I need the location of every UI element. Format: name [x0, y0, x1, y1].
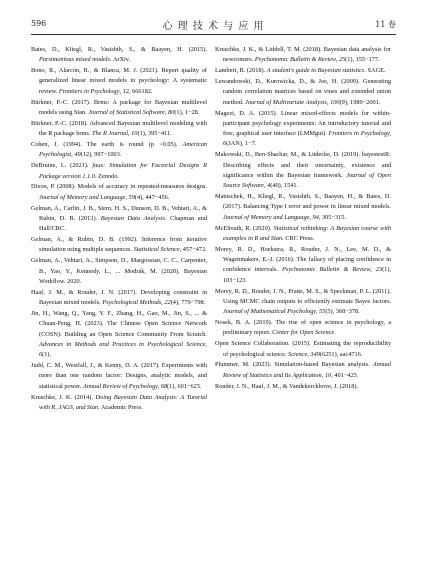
reference-entry	[215, 192, 391, 223]
reference-details: (1), 155−177.	[345, 56, 380, 64]
reference-source: Statistical Science	[133, 246, 180, 254]
reference-source: Psychological Methods, 22	[102, 299, 171, 307]
reference-entry	[215, 224, 391, 245]
reference-text: DeBruine, L. (2021).	[31, 162, 93, 170]
reference-text: Bürkner, P.-C. (2018). Advanced Bayesian multilevel modeling with the R package brms.	[31, 119, 207, 138]
reference-details: (4), 447−456.	[134, 193, 170, 201]
reference-source: The R Journal, 10	[91, 130, 138, 138]
reference-source: Annual Review of Psychology, 68	[82, 382, 168, 390]
reference-entry	[215, 382, 391, 392]
reference-text: McElreath, R. (2020).	[215, 224, 274, 232]
reference-details: . SAGE.	[364, 67, 386, 75]
reference-source: Center for Open Science	[272, 329, 335, 337]
reference-text: Gelman, A., Carlin, J. B., Stern, H. S., Dunson, D. B., Vehtari, A., & Rubin, D. B. (2013).	[31, 204, 207, 222]
reference-source: Journal of Open Source Software, 4	[223, 171, 391, 190]
reference-source: Journal of Memory and Language, 94	[223, 213, 319, 221]
reference-details: , 12, 666182.	[119, 87, 153, 95]
reference-entry	[31, 140, 207, 161]
reference-details: (1).	[42, 351, 52, 359]
reference-text: Gelman, A., Vehtari, A., Simpson, D., Margossian, C. C., Carpenter, B., Yao, Y., Kennedy, L., ... Modrák, M. (2020). Bayesian Workflow. 2020.	[31, 257, 207, 285]
reference-details: (12), 997−1003.	[80, 151, 122, 159]
reference-details: . Zenodo.	[94, 172, 119, 180]
reference-entry	[31, 98, 207, 119]
reference-source: Frontiers in Psychology, 6	[223, 130, 392, 148]
reference-details: . ArXiv.	[110, 56, 131, 64]
reference-text: Lewandowski, D., Kurowicka, D., & Joe, H. (2009). Generating random correlation matrices based on vines and extended onion method.	[215, 78, 391, 106]
reference-source: Advances in Methods and Practices in Psychological Science, 6	[39, 340, 207, 359]
page-header	[31, 16, 396, 36]
reference-details: . Academic Press.	[98, 403, 143, 411]
reference-text: Judd, C. M., Westfall, J., & Kenny, D. A. (2017). Experiments with more than one random factor: Designs, analytic models, and statistical power.	[31, 362, 207, 390]
reference-entry	[31, 235, 207, 256]
reference-details: , 457−472.	[179, 246, 207, 254]
reference-source: Journal of Statistical Software, 80	[88, 108, 175, 116]
references-right-column	[215, 45, 391, 393]
reference-entry	[215, 339, 391, 360]
reference-entry	[31, 182, 207, 203]
reference-entry	[31, 204, 207, 235]
reference-text: Rouder, J. N., Haaf, J. M., & Vandekerckhove, J. (2018).	[215, 382, 359, 390]
reference-details: , 305−315.	[318, 213, 347, 221]
reference-entry	[215, 150, 391, 191]
reference-text: Matuschek, H., Kliegl, R., Vasishth, S., Baayen, H., & Bates, D. (2017). Balancing Type I error and power in linear mixed models.	[215, 193, 391, 211]
reference-entry	[31, 256, 207, 287]
reference-text: Nosek, B. A. (2019). The rise of open science in psychology, a preliminary report.	[215, 319, 391, 337]
reference-source: A student's guide to Bayesian statistics	[266, 67, 365, 75]
reference-details: (4), 779−798.	[170, 299, 206, 307]
reference-entry	[215, 318, 391, 339]
reference-details: (JAN), 1−7.	[226, 140, 257, 148]
reference-text: Plummer, M. (2023). Simulation-based Bayesian analysis.	[215, 361, 373, 369]
volume-label: 11 卷	[375, 20, 396, 29]
reference-source: Psychonomic Bulletin & Review, 25	[254, 56, 346, 64]
reference-text: Haaf, J. M., & Rouder, J. N. (2017). Developing constraint in Bayesian mixed models.	[31, 288, 207, 307]
reference-details: . CRC Press.	[282, 234, 315, 242]
reference-text: Kruschke, J. K., & Liddell, T. M. (2018). Bayesian data analysis for newcomers.	[215, 46, 391, 64]
reference-text: Makowski, D., Ben-Shachar, M., & Lüdecke, D. (2019). bayestestR: Describing effects and their uncertainty, existence and significance within the Bayesian framework.	[215, 151, 391, 179]
reference-details: (40), 1541.	[270, 182, 299, 190]
reference-details: (9), 1989−2001.	[339, 98, 381, 106]
reference-source: Journal of Memory and Language, 59	[39, 193, 135, 201]
page-number: 596	[31, 19, 47, 28]
reference-source: Parsimonious mixed models	[39, 56, 111, 64]
reference-entry	[31, 361, 207, 392]
reference-text: Bono, R., Alarcón, R., & Blanca, M. J. (2021). Report quality of generalized linear mixed models in psychology: A systematic review.	[31, 67, 207, 95]
reference-details: .	[334, 329, 336, 337]
reference-text: Bürkner, P.-C. (2017). Brms: A package for Bayesian multilevel models using Stan.	[31, 98, 207, 116]
reference-entry	[215, 287, 391, 318]
references-left-column	[31, 45, 207, 414]
reference-text: Dixon, P. (2008). Models of accuracy in repeated-measures designs.	[31, 183, 207, 191]
reference-source: Journal of Mathematical Psychology, 55	[223, 308, 326, 316]
reference-entry	[31, 161, 207, 182]
reference-entry	[215, 45, 391, 66]
reference-source: Frontiers in Psychology	[58, 87, 120, 95]
reference-entry	[215, 360, 391, 381]
journal-title: 心 理 技 术 与 应 用	[162, 21, 265, 32]
reference-text: Cohen, J. (1994). The earth is round (p <0.05).	[31, 141, 183, 149]
reference-details: (6251), aac4716.	[319, 350, 363, 358]
reference-details: (5), 368−378.	[325, 308, 360, 316]
reference-entry	[31, 119, 207, 140]
reference-details: , 401−425.	[331, 371, 359, 379]
reference-text: Open Science Collaboration. (2015). Estimating the reproducibility of psychological science.	[215, 340, 391, 358]
reference-source: Bayesian Data Analysis	[100, 214, 165, 222]
reference-source: Doing Bayesian Data Analysis: A Tutorial with R, JAGS, and Stan	[39, 393, 208, 411]
reference-text: Gelman, A., & Rubin, D. B. (1992). Inference from iterative simulation using multiple sequences.	[31, 236, 207, 254]
reference-entry	[215, 245, 391, 286]
reference-entry	[31, 393, 207, 414]
reference-details: . Chapman and Hall/CRC.	[39, 214, 207, 233]
reference-source: Science, 349	[288, 350, 320, 358]
reference-text: Morey, R. D., Rouder, J. N., Pratte, M. S., & Speckman, P. L. (2011). Using MCMC chain outputs to efficiently estimate Bayes factors.	[215, 287, 391, 305]
reference-source: Psychonomic Bulletin & Review, 23	[281, 266, 383, 274]
reference-details: (1), 395−411.	[137, 130, 172, 138]
reference-text: Morey, R. D., Hoekstra, R., Rouder, J. N., Lee, M. D., & Wagenmakers, E.-J. (2016). The fallacy of placing confidence in confidence intervals.	[215, 245, 391, 274]
reference-source: Statistical rethinking: A Bayesian course with examples in R and Stan	[223, 224, 391, 242]
reference-entry	[31, 309, 207, 360]
reference-details: (1), 601−625.	[167, 382, 202, 390]
reference-details: (1), 103−123.	[223, 266, 391, 284]
reference-text: Kruschke, J. K. (2014).	[31, 393, 96, 401]
reference-text: Lambert, B. (2018).	[215, 67, 267, 75]
reference-entry	[215, 66, 391, 76]
reference-text: Bates, D., Kliegl, R., Vasishth, S., & Baayen, H. (2015).	[31, 46, 207, 53]
header-rule	[31, 34, 396, 35]
reference-source: Journal of Multivariate Analysis, 100	[245, 98, 340, 106]
reference-entry	[215, 109, 391, 150]
reference-details: (1), 1−28.	[174, 108, 200, 116]
reference-source: Annual Review of Statistics and Its Application, 10	[223, 361, 391, 379]
reference-text: Jin, H., Wang, Q., Yang, Y. F., Zhang, H., Gao, M., Jin, S., ... & Chuan-Peng, H. (2023). The Chinese Open Science Network (COSN): Building an Open Science Community From Scratch.	[31, 309, 207, 338]
reference-entry	[215, 77, 391, 108]
reference-source: American Psychologist, 49	[39, 141, 207, 159]
reference-source: faux: Simulation for Factorial Designs R Package version 1.1.0	[39, 162, 207, 180]
reference-entry	[31, 66, 207, 97]
reference-entry	[31, 45, 207, 66]
reference-text: Magezi, D. A. (2015). Linear mixed-effects models for within-participant psychology experiments: An introductory tutorial and free, graphical user interface (LMMgui).	[215, 109, 391, 138]
reference-entry	[31, 288, 207, 309]
